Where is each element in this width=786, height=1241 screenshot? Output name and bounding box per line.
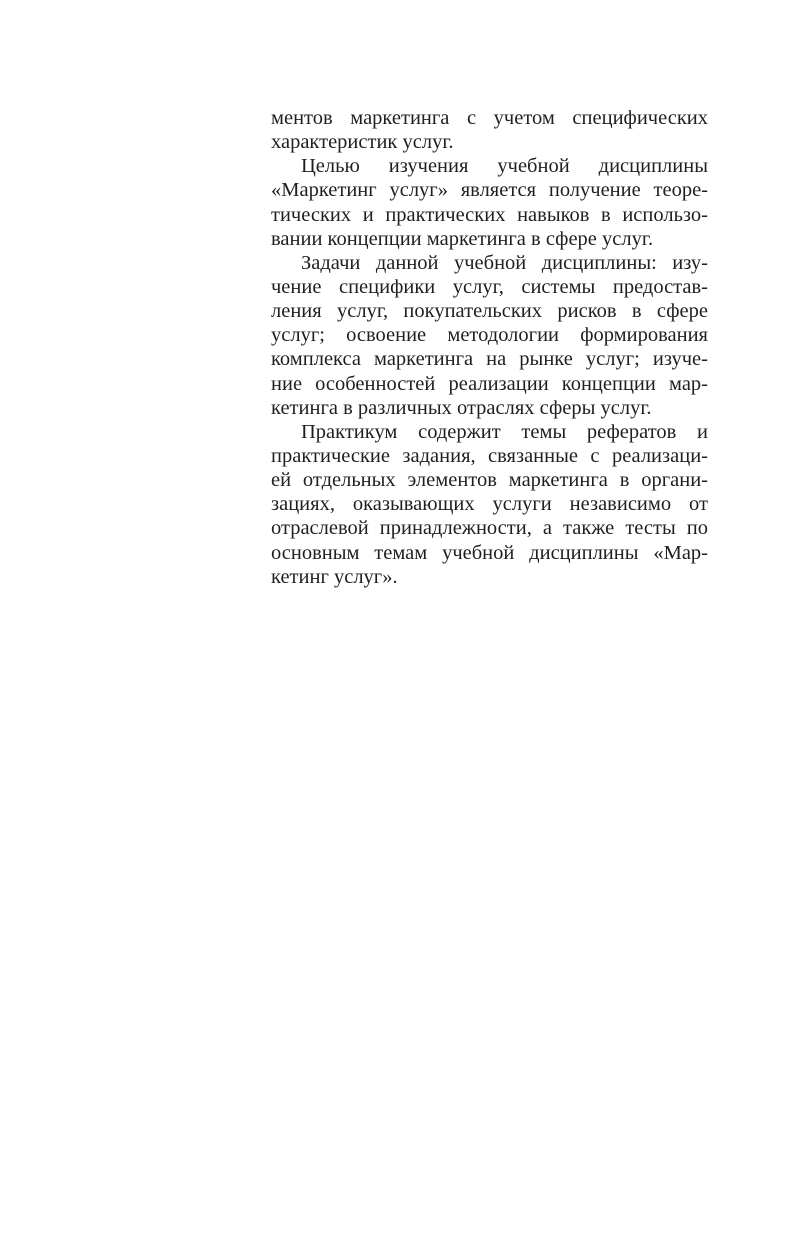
text-line: кетинг услуг». [271,565,398,588]
text-line: тических и практических навыков в использо- [271,203,708,226]
text-line: характеристик услуг. [271,131,454,154]
text-line: Практикум содержит темы рефератов и [301,420,708,443]
text-line: Целью изучения учебной дисциплины [301,155,708,178]
text-line: зациях, оказывающих услуги независимо от [271,493,708,516]
text-line: услуг; освоение методологии формирования [271,324,708,347]
paragraph-3 [271,251,708,420]
text-line: ления услуг, покупательских рисков в сфере [271,300,708,323]
text-line: основным темам учебной дисциплины «Мар- [271,541,708,564]
text-line: ментов маркетинга с учетом специфических [271,107,708,129]
paragraph-1 [271,106,708,154]
text-line: комплекса маркетинга на рынке услуг; изуче- [271,348,708,371]
text-line: вании концепции маркетинга в сфере услуг. [271,227,654,250]
paragraph-2 [271,154,708,251]
text-line: Задачи данной учебной дисциплины: изу- [301,251,708,274]
text-line: кетинга в различных отраслях сферы услуг. [271,396,652,419]
paragraph-4 [271,420,708,589]
text-line: ние особенностей реализации концепции мар- [271,372,708,395]
text-line: чение специфики услуг, системы предостав- [271,275,708,298]
text-line: практические задания, связанные с реализаци- [271,444,708,467]
text-line: «Маркетинг услуг» является получение теоре- [271,179,708,202]
text-line: отраслевой принадлежности, а также тесты по [271,517,708,540]
text-line: ей отдельных элементов маркетинга в органи- [271,469,708,492]
body-text [271,106,708,589]
